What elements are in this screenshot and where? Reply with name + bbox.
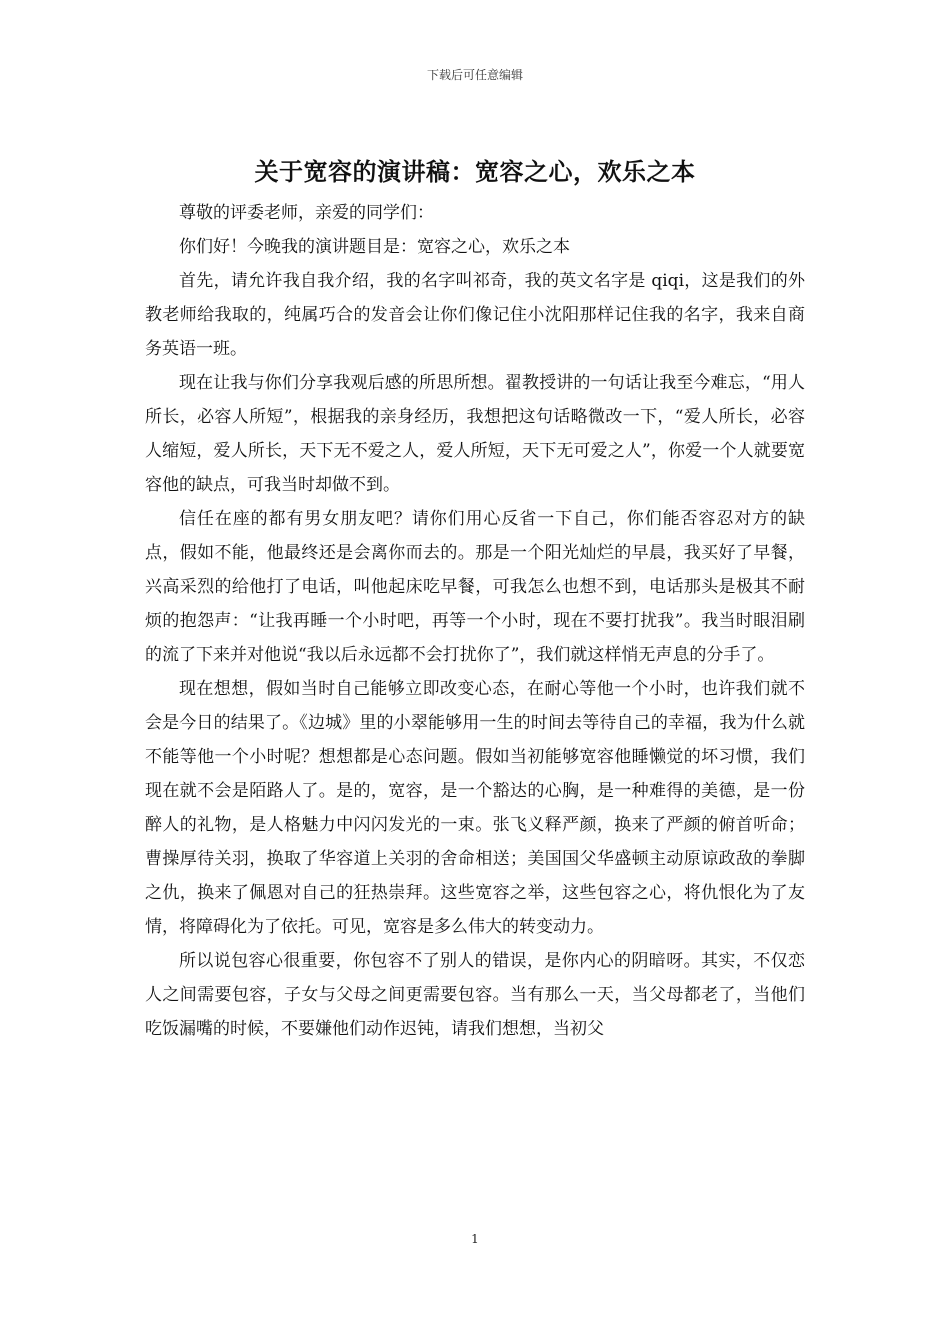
page-number: 1 — [471, 1232, 479, 1246]
paragraph-introduction: 首先，请允许我自我介绍，我的名字叫祁奇，我的英文名字是 qiqi，这是我们的外教老师给我取的，纯属巧合的发音会让你们像记住小沈阳那样记住我的名字，我来自商务英语一班。 — [145, 271, 805, 359]
paragraph-reflection: 现在让我与你们分享我观后感的所思所想。翟教授讲的一句话让我至今难忘，“用人所长，必容人所短”，根据我的亲身经历，我想把这句话略微改一下，“爱人所长，必容人缩短，爱人所长，天下无不爱之人，爱人所短，天下无可爱之人”，你爱一个人就要宽容他的缺点，可我当时却做不到。 — [145, 373, 805, 495]
paragraph-lesson: 现在想想，假如当时自己能够立即改变心态，在耐心等他一个小时，也许我们就不会是今日的结果了。《边城》里的小翠能够用一生的时间去等待自己的幸福，我为什么就不能等他一个小时呢？想想都是心态问题。假如当初能够宽容他睡懒觉的坏习惯，我们现在就不会是陌路人了。是的，宽容，是一个豁达的心胸，是一种难得的美德，是一份醉人的礼物，是人格魅力中闪闪发光的一束。张飞义释严颜，换来了严颜的俯首听命；曹操厚待关羽，换取了华容道上关羽的舍命相送；美国国父华盛顿主动原谅政敌的拳脚之仇，换来了佩恩对自己的狂热崇拜。这些宽容之举，这些包容之心，将仇恨化为了友情，将障碍化为了依托。可见，宽容是多么伟大的转变动力。 — [145, 679, 805, 937]
paragraph-story: 信任在座的都有男女朋友吧？请你们用心反省一下自己，你们能否容忍对方的缺点，假如不能，他最终还是会离你而去的。那是一个阳光灿烂的早晨，我买好了早餐，兴高采烈的给他打了电话，叫他起床吃早餐，可我怎么也想不到，电话那头是极其不耐烦的抱怨声：“让我再睡一个小时吧，再等一个小时，现在不要打扰我”。我当时眼泪刷的流了下来并对他说“我以后永远都不会打扰你了”，我们就这样悄无声息的分手了。 — [145, 509, 805, 665]
paragraph-salutation: 尊敬的评委老师，亲爱的同学们： — [179, 203, 434, 223]
paragraph-greeting: 你们好！今晚我的演讲题目是：宽容之心，欢乐之本 — [179, 237, 570, 257]
paragraph-conclusion: 所以说包容心很重要，你包容不了别人的错误，是你内心的阴暗呀。其实，不仅恋人之间需要包容，子女与父母之间更需要包容。当有那么一天，当父母都老了，当他们吃饭漏嘴的时候，不要嫌他们动作迟钝，请我们想想，当初父 — [145, 951, 805, 1039]
page-header: 下载后可任意编辑 — [426, 68, 523, 82]
document-title: 关于宽容的演讲稿：宽容之心，欢乐之本 — [254, 157, 696, 186]
document-body — [145, 196, 805, 1046]
